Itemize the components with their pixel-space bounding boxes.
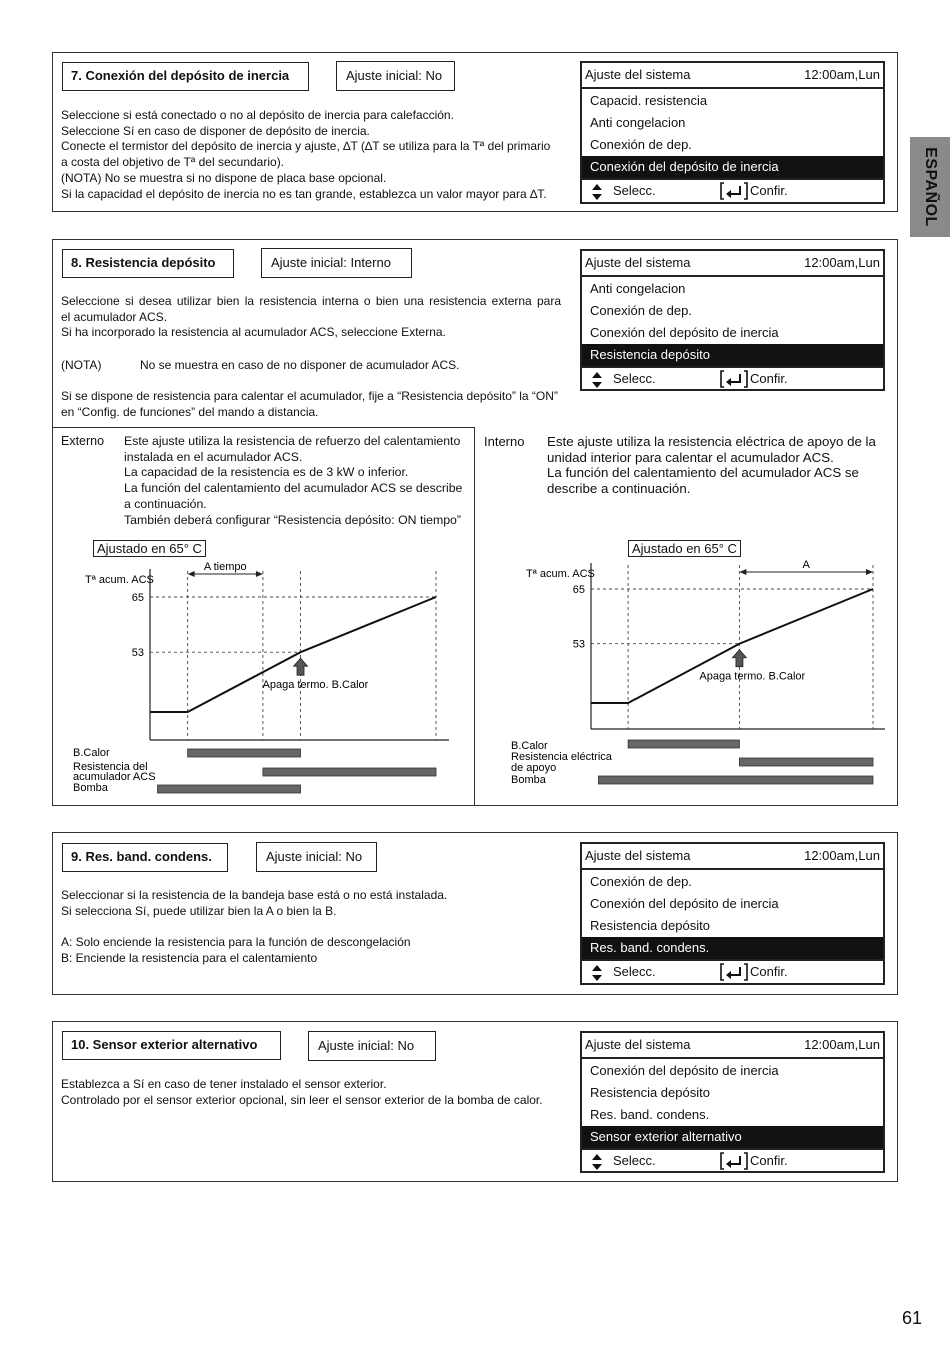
lcd-header <box>582 1033 883 1059</box>
menu-item[interactable]: Anti congelacion <box>590 115 686 130</box>
timing-bar <box>188 749 301 757</box>
lcd-time: 12:00am,Lun <box>804 848 880 863</box>
bar-label: B.Calor <box>73 747 110 759</box>
lcd-time: 12:00am,Lun <box>804 1037 880 1052</box>
text-line: La función del calentamiento del acumulador ACS se describe <box>124 481 463 496</box>
confirm-label: Confir. <box>750 183 788 198</box>
timing-bar <box>158 785 301 793</box>
menu-item[interactable]: Conexión del depósito de inercia <box>590 1063 779 1078</box>
text-line: A: Solo enciende la resistencia para la función de descongelación <box>61 935 411 950</box>
text-line: a continuación. <box>124 496 207 511</box>
section-8 <box>52 239 898 806</box>
text-line: en “Config. de funciones” del mando a distancia. <box>61 404 319 419</box>
text-line: Seleccione si desea utilizar bien la resistencia interna o bien una resistencia externa para <box>61 294 561 308</box>
select-label: Selecc. <box>613 964 656 979</box>
select-label: Selecc. <box>613 1153 656 1168</box>
options-top-divider <box>53 427 474 428</box>
enter-icon <box>719 961 749 983</box>
annotation-label: Apaga termo. B.Calor <box>262 679 369 692</box>
up-arrow-icon <box>294 658 308 675</box>
up-down-arrows-icon <box>591 183 603 201</box>
text-line: instalada en el acumulador ACS. <box>124 449 303 464</box>
section-10 <box>52 1021 898 1182</box>
lcd-footer <box>582 1148 883 1173</box>
nota-label: (NOTA) <box>61 358 102 372</box>
text-line: Si se dispone de resistencia para calentar el acumulador, fije a “Resistencia depósito” la “ON” <box>61 389 558 403</box>
section-10-initial: Ajuste inicial: No <box>308 1031 436 1061</box>
section-9 <box>52 832 898 995</box>
text-line: B: Enciende la resistencia para el calentamiento <box>61 950 318 965</box>
bar-label: acumulador ACS <box>73 771 156 783</box>
section-7 <box>52 52 898 212</box>
lcd-title: Ajuste del sistema <box>585 1037 691 1052</box>
up-arrow-icon <box>732 650 746 667</box>
annotation-label: Apaga termo. B.Calor <box>699 670 806 683</box>
menu-item[interactable]: Conexión del depósito de inercia <box>590 325 779 340</box>
confirm-label: Confir. <box>750 964 788 979</box>
section-9-text <box>61 888 447 967</box>
text-line <box>61 919 447 935</box>
language-tab-label: ESPAÑOL <box>922 147 939 227</box>
interval-label: A <box>802 559 810 571</box>
interval-arrow-head-right <box>866 569 873 575</box>
chart-left <box>53 555 473 805</box>
section-8-initial: Ajuste inicial: Interno <box>261 248 412 278</box>
bar-label: B.Calor <box>511 740 548 752</box>
interval-label: A tiempo <box>203 561 247 573</box>
text-line: Si selecciona Sí, puede utilizar bien la A o bien la B. <box>61 903 337 918</box>
text-line: describe a continuación. <box>547 481 691 497</box>
menu-item[interactable]: Capacid. resistencia <box>590 93 708 108</box>
text-line: Controlado por el sensor exterior opcional, sin leer el sensor exterior de la bomba de calor. <box>61 1092 543 1107</box>
lcd-header <box>582 63 883 89</box>
lcd-footer <box>582 959 883 984</box>
bar-label: Resistencia eléctrica <box>511 751 612 763</box>
text-line: La función del calentamiento del acumulador ACS se <box>547 465 859 481</box>
section-7-text <box>61 108 550 202</box>
menu-item[interactable]: Conexión de dep. <box>590 137 692 152</box>
menu-item[interactable]: Conexión del depósito de inercia <box>590 896 779 911</box>
text-line: También deberá configurar “Resistencia depósito: ON tiempo” <box>124 512 461 527</box>
y-axis-label: Tª acum. ACS <box>526 568 595 580</box>
confirm-label: Confir. <box>750 371 788 386</box>
timing-bar <box>628 740 739 748</box>
bar-label: de apoyo <box>511 762 557 774</box>
lcd-footer <box>582 366 883 391</box>
interval-arrow-head-left <box>188 571 195 577</box>
text-line: unidad interior para calentar el acumulador ACS. <box>547 449 834 465</box>
y-tick-label: 53 <box>572 638 585 651</box>
up-down-arrows-icon <box>591 1153 603 1171</box>
interno-label: Interno <box>484 434 525 449</box>
text-line: Este ajuste utiliza la resistencia de refuerzo del calentamiento <box>124 434 461 448</box>
menu-item[interactable]: Res. band. condens. <box>590 1107 710 1122</box>
chart-left-set-label: Ajustado en 65° C <box>93 540 206 557</box>
y-axis-label: Tª acum. ACS <box>85 574 154 586</box>
select-label: Selecc. <box>613 371 656 386</box>
lcd-header <box>582 251 883 277</box>
chart-right <box>475 555 899 805</box>
bar-label: Resistencia del <box>73 761 148 773</box>
lcd-screen-8 <box>580 249 885 391</box>
menu-item[interactable]: Conexión de dep. <box>590 303 692 318</box>
lcd-footer <box>582 178 883 203</box>
lcd-screen-9 <box>580 842 885 985</box>
y-tick-label: 65 <box>131 592 144 604</box>
text-line: Si la capacidad el depósito de inercia no es tan grande, establezca un valor mayor para ∆T. <box>61 186 547 201</box>
section-9-initial: Ajuste inicial: No <box>256 842 377 872</box>
menu-item[interactable]: Resistencia depósito <box>590 918 710 933</box>
timing-bar <box>263 768 436 776</box>
text-line: Seleccione Sí en caso de disponer de depósito de inercia. <box>61 123 370 138</box>
text-line: Si ha incorporado la resistencia al acumulador ACS, seleccione Externa. <box>61 325 446 340</box>
timing-bar <box>598 776 873 784</box>
externo-text <box>124 434 462 528</box>
externo-label: Externo <box>61 434 105 448</box>
language-tab <box>910 137 950 237</box>
bar-label: Bomba <box>511 774 546 786</box>
enter-icon <box>719 1150 749 1172</box>
bar-label: Bomba <box>73 782 108 794</box>
menu-item[interactable]: Conexión de dep. <box>590 874 692 889</box>
menu-item[interactable]: Resistencia depósito <box>590 1085 710 1100</box>
up-down-arrows-icon <box>591 964 603 982</box>
lcd-time: 12:00am,Lun <box>804 67 880 82</box>
nota-text: No se muestra en caso de no disponer de acumulador ACS. <box>140 358 460 372</box>
timing-bar <box>739 758 873 766</box>
text-line: Conecte el termistor del depósito de inercia y ajuste, ∆T (∆T se utiliza para la Tª del primario <box>61 139 551 154</box>
section-7-title: 7. Conexión del depósito de inercia <box>62 62 309 91</box>
menu-item-selected[interactable]: Conexión del depósito de inercia <box>582 156 883 178</box>
temperature-line <box>150 597 436 712</box>
section-9-title: 9. Res. band. condens. <box>62 843 228 872</box>
up-down-arrows-icon <box>591 371 603 389</box>
enter-icon <box>719 368 749 390</box>
text-line: Establezca a Sí en caso de tener instalado el sensor exterior. <box>61 1077 387 1091</box>
text-line: Seleccione si está conectado o no al depósito de inercia para calefacción. <box>61 108 454 122</box>
interval-arrow-head-right <box>256 571 263 577</box>
text-line: a costa del objetivo de Tª del secundario). <box>61 155 285 170</box>
lcd-title: Ajuste del sistema <box>585 67 691 82</box>
text-line: el acumulador ACS. <box>61 309 168 324</box>
lcd-screen-10 <box>580 1031 885 1173</box>
menu-item-selected[interactable]: Sensor exterior alternativo <box>582 1126 883 1148</box>
section-10-text <box>61 1077 543 1108</box>
temperature-line <box>591 589 873 703</box>
lcd-title: Ajuste del sistema <box>585 255 691 270</box>
chart-right-set-label: Ajustado en 65° C <box>628 540 741 557</box>
select-label: Selecc. <box>613 183 656 198</box>
text-line: Este ajuste utiliza la resistencia eléctrica de apoyo de la <box>547 434 876 449</box>
text-line: (NOTA) No se muestra si no dispone de placa base opcional. <box>61 170 387 185</box>
section-8-title: 8. Resistencia depósito <box>62 249 234 278</box>
lcd-time: 12:00am,Lun <box>804 255 880 270</box>
lcd-screen-7 <box>580 61 885 204</box>
confirm-label: Confir. <box>750 1153 788 1168</box>
text-line: Seleccionar si la resistencia de la bandeja base está o no está instalada. <box>61 888 448 902</box>
lcd-title: Ajuste del sistema <box>585 848 691 863</box>
section-7-initial: Ajuste inicial: No <box>336 61 455 91</box>
menu-item[interactable]: Anti congelacion <box>590 281 686 296</box>
interval-arrow-head-left <box>739 569 746 575</box>
enter-icon <box>719 180 749 202</box>
y-tick-label: 65 <box>572 584 585 596</box>
section-10-title: 10. Sensor exterior alternativo <box>62 1031 281 1060</box>
section-8-text <box>61 294 561 341</box>
page-number: 61 <box>902 1308 923 1328</box>
y-tick-label: 53 <box>131 647 144 660</box>
section-8-text-2 <box>61 389 558 420</box>
text-line: La capacidad de la resistencia es de 3 kW o inferior. <box>124 465 409 480</box>
menu-item-selected[interactable]: Res. band. condens. <box>582 937 883 959</box>
lcd-header <box>582 844 883 870</box>
interno-text <box>547 434 876 497</box>
menu-item-selected[interactable]: Resistencia depósito <box>582 344 883 366</box>
